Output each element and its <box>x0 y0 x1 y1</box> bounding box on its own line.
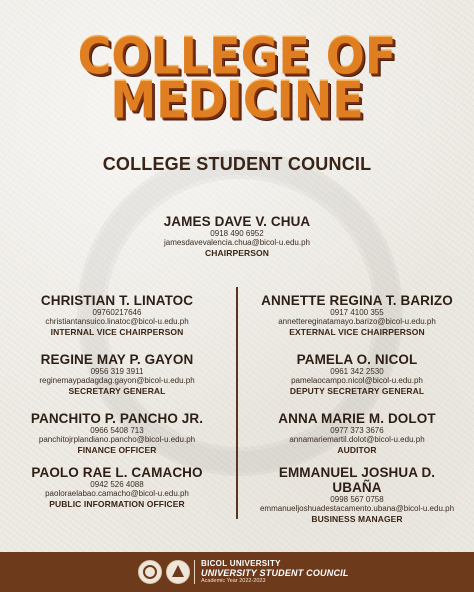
footer-academic-year: Academic Year 2022-2023 <box>201 578 266 584</box>
officer-phone: 09760217646 <box>92 308 142 317</box>
officer-role: PUBLIC INFORMATION OFFICER <box>49 499 185 509</box>
college-title-line2: MEDICINE <box>110 70 364 130</box>
officer-role: EXTERNAL VICE CHAIRPERSON <box>289 327 425 337</box>
officer-email: annettereginatamayo.barizo@bicol-u.edu.ph <box>278 317 436 326</box>
college-title-line1: COLLEGE OF <box>77 26 397 86</box>
officer-phone: 0917 4100 355 <box>330 308 384 317</box>
officer-phone: 0956 319 3911 <box>90 367 144 376</box>
officer-name: PANCHITO P. PANCHO JR. <box>30 411 204 426</box>
officer-role: INTERNAL VICE CHAIRPERSON <box>50 327 184 337</box>
student-council-logo-icon <box>166 560 190 584</box>
officer-card <box>257 411 457 456</box>
footer-university: BICOL UNIVERSITY <box>201 559 281 568</box>
chairperson-card <box>87 214 387 259</box>
officer-name: JAMES DAVE V. CHUA <box>163 214 311 229</box>
officer-name: PAOLO RAE L. CAMACHO <box>31 465 203 480</box>
officer-role: BUSINESS MANAGER <box>311 514 403 524</box>
footer-bar <box>0 552 474 592</box>
officer-email: christiantansuico.linatoc@bicol-u.edu.ph <box>45 317 189 326</box>
officer-name: REGINE MAY P. GAYON <box>40 352 194 367</box>
officer-card <box>257 352 457 397</box>
officer-name: ANNETTE REGINA T. BARIZO <box>261 293 453 308</box>
council-heading: COLLEGE STUDENT COUNCIL <box>102 154 372 174</box>
officer-card <box>257 293 457 338</box>
column-divider <box>236 287 238 519</box>
university-seal-icon <box>138 560 162 584</box>
officer-phone: 0977 373 3676 <box>330 426 384 435</box>
officer-role: FINANCE OFFICER <box>77 445 157 455</box>
officer-name: CHRISTIAN T. LINATOC <box>40 293 194 308</box>
officer-phone: 0961 342 2530 <box>330 367 384 376</box>
footer-separator <box>194 560 195 584</box>
officer-email: paoloraelabao.camacho@bicol-u.edu.ph <box>45 489 189 498</box>
officer-card <box>17 465 217 510</box>
officer-email: emmanueljoshuadestacamento.ubana@bicol-u.edu.ph <box>259 504 455 513</box>
footer-council: UNIVERSITY STUDENT COUNCIL <box>201 568 349 578</box>
officer-card <box>17 411 217 456</box>
officer-phone: 0966 5408 713 <box>90 426 144 435</box>
officer-phone: 0942 526 4088 <box>90 480 144 489</box>
officer-card <box>17 352 217 397</box>
officer-card <box>257 465 457 525</box>
officer-email: annamariemartil.dolot@bicol-u.edu.ph <box>289 435 425 444</box>
officer-role: CHAIRPERSON <box>205 248 269 258</box>
officer-name: PAMELA O. NICOL <box>296 352 418 367</box>
officer-email: reginemaypadagdag.gayon@bicol-u.edu.ph <box>39 376 195 385</box>
officer-card <box>17 293 217 338</box>
officer-phone: 0918 490 6952 <box>210 229 264 238</box>
officer-role: AUDITOR <box>337 445 377 455</box>
officer-role: DEPUTY SECRETARY GENERAL <box>289 386 425 396</box>
officer-phone: 0998 567 0758 <box>330 495 384 504</box>
officer-email: panchitojrplandiano.pancho@bicol-u.edu.ph <box>38 435 196 444</box>
officer-email: jamesdavevalencia.chua@bicol-u.edu.ph <box>164 238 310 247</box>
officer-name: ANNA MARIE M. DOLOT <box>278 411 436 426</box>
footer-text <box>201 559 349 585</box>
officer-email: pamelaocampo.nicol@bicol-u.edu.ph <box>291 376 423 385</box>
officer-role: SECRETARY GENERAL <box>68 386 166 396</box>
officer-name: EMMANUEL JOSHUA D. UBAÑA <box>278 465 436 495</box>
